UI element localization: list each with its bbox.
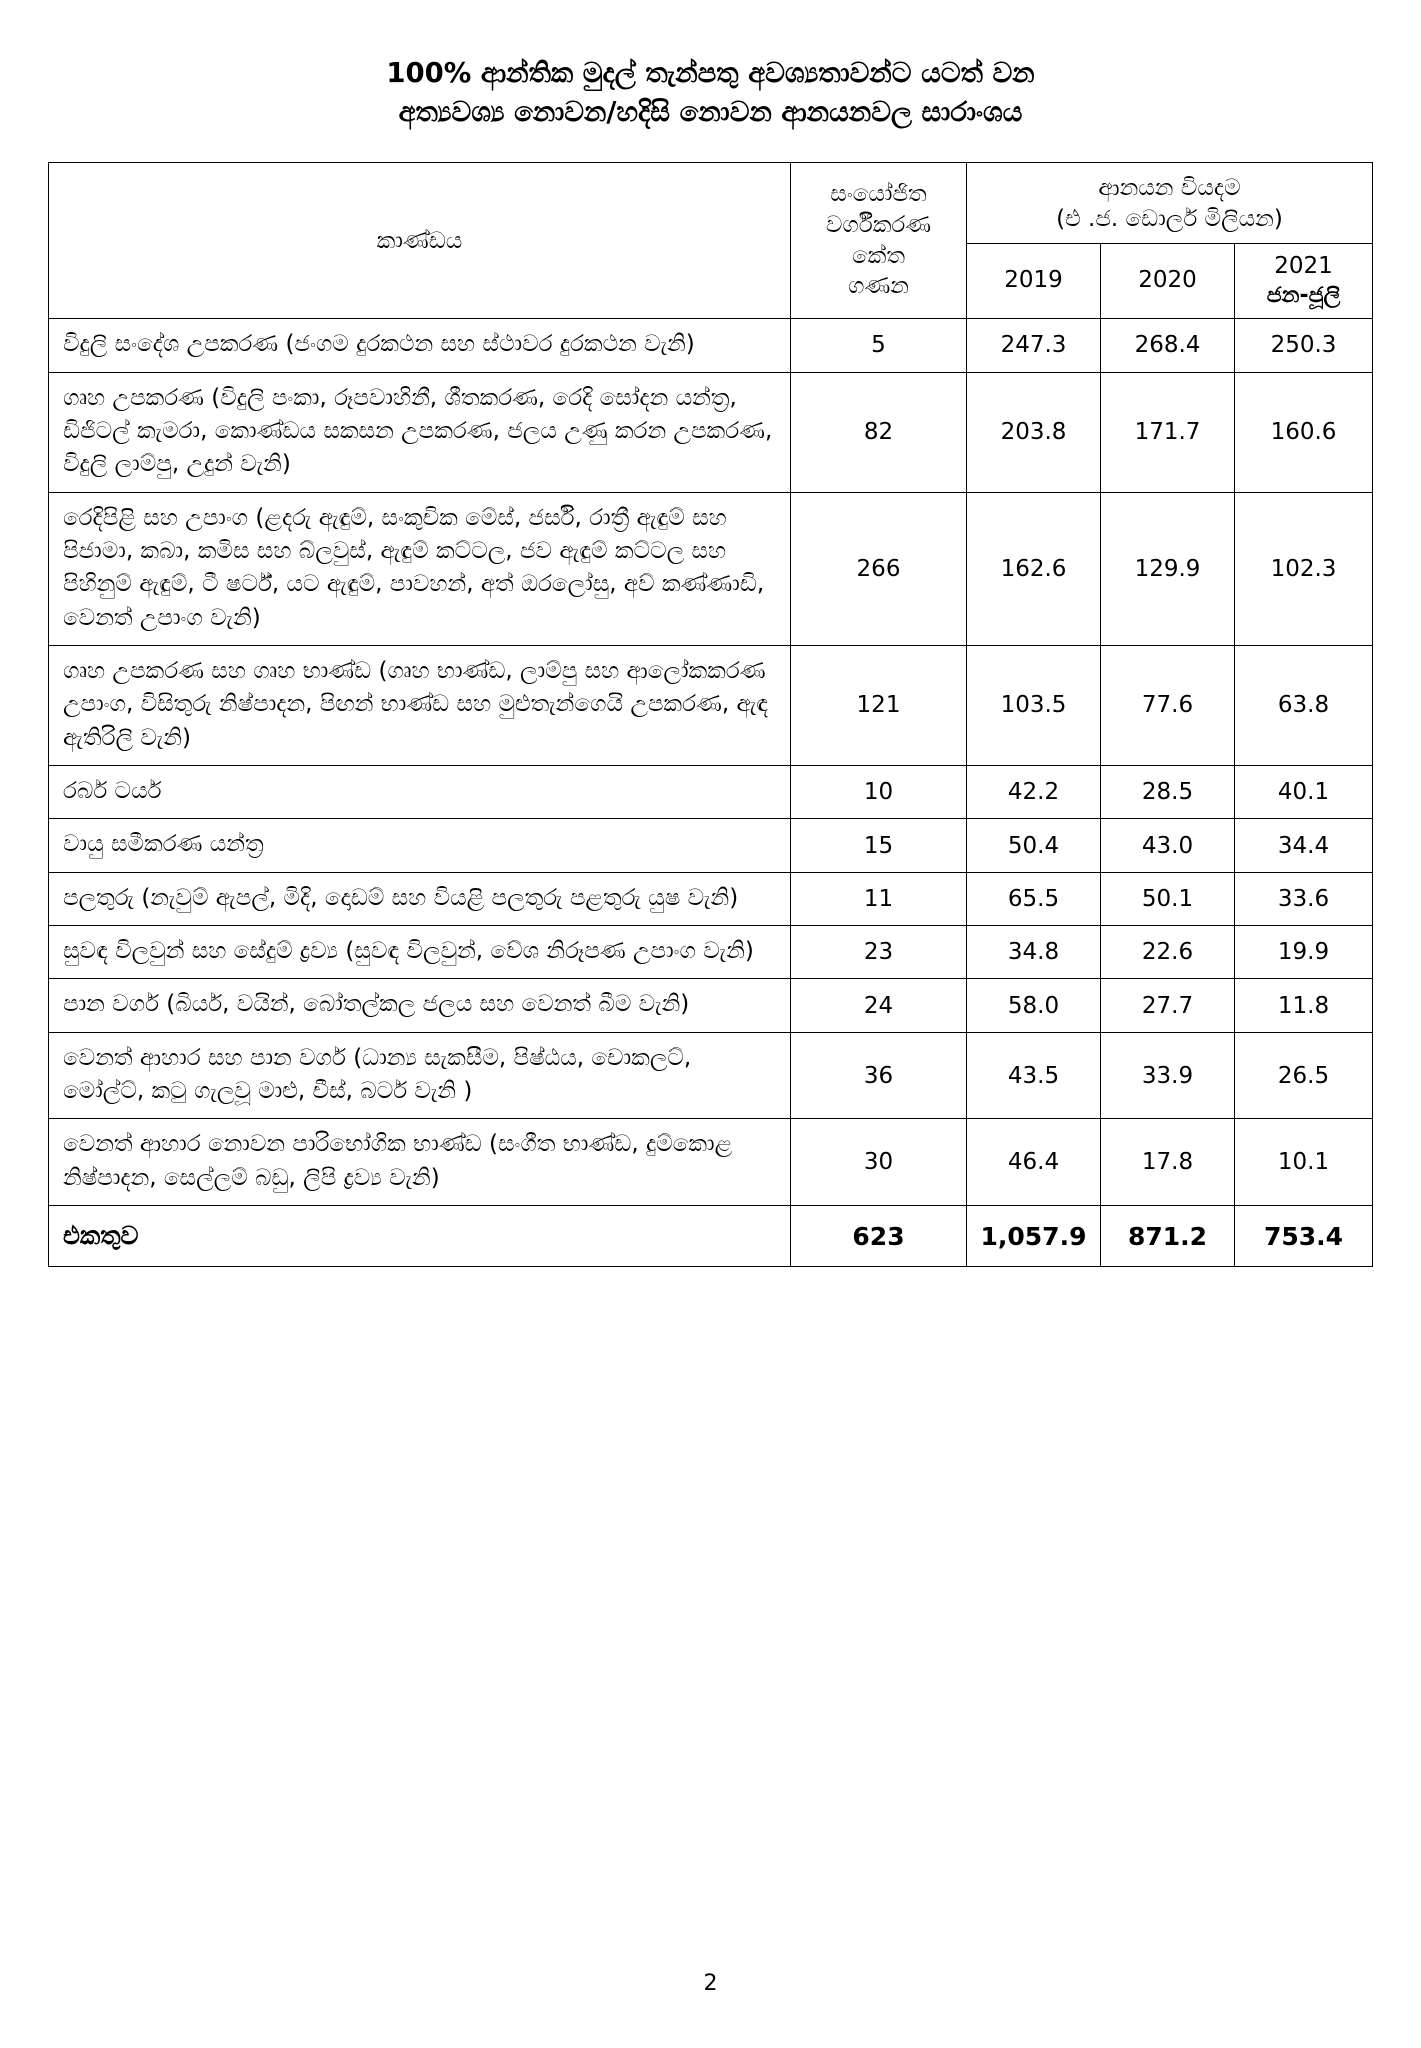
page-title (131, 54, 1291, 132)
table-row (49, 372, 1373, 492)
import-expenditure-units: (එ .ජ. ඩොලර් මිලියන) (1056, 205, 1283, 232)
row-2019-value: 43.5 (967, 1032, 1101, 1119)
page-title-line-1: 100% ආන්තික මුදල් තැන්පතු අවශ්‍යතාවන්ට යටත් වන (386, 57, 1035, 89)
column-header-code-count (791, 163, 967, 319)
table-row (49, 765, 1373, 818)
row-category: රෙදිපිළි සහ උපාංග (ළදරු ඇඳුම්, සංකුචික මේස්, ජර්සි, රාත්‍රී ඇඳුම් සහ පිජාමා, කබා, කමිස සහ බ්ලවුස්, ඇඳුම් කට්ටල, ජව ඇඳුම් කට්ටල සහ පිහිනුම් ඇඳුම්, ටී ෂර්ට්, යට ඇඳුම්, පාවහන්, අත් ඔරලෝසු, අව් කණ්ණාඩි, වෙනත් උපාංග වැනි) (49, 492, 791, 645)
import-expenditure-label: ආනයන වියදම (1098, 175, 1241, 202)
total-code-count: 623 (791, 1206, 967, 1267)
column-header-import-expenditure (967, 163, 1373, 244)
row-2020-value: 43.0 (1101, 819, 1235, 872)
row-2020-value: 28.5 (1101, 765, 1235, 818)
row-category: ගෘහ උපකරණ සහ ගෘහ භාණ්ඩ (ගෘහ භාණ්ඩ, ලාම්පු සහ ආලෝකකරණ උපාංග, විසිතුරු නිෂ්පාදන, පිඟන් භාණ්ඩ සහ මුළුතැන්ගෙයි උපකරණ, ඇඳ ඇතිරිලි වැනි) (49, 645, 791, 765)
row-2019-value: 46.4 (967, 1119, 1101, 1206)
table-header (49, 163, 1373, 319)
page-number: 2 (703, 1971, 718, 1996)
row-2021-value: 11.8 (1235, 979, 1373, 1032)
row-code-count: 36 (791, 1032, 967, 1119)
row-code-count: 24 (791, 979, 967, 1032)
row-code-count: 10 (791, 765, 967, 818)
row-code-count: 11 (791, 872, 967, 925)
row-2020-value: 268.4 (1101, 319, 1235, 372)
row-2020-value: 77.6 (1101, 645, 1235, 765)
row-category: වායු සමීකරණ යන්ත්‍ර (49, 819, 791, 872)
row-2019-value: 50.4 (967, 819, 1101, 872)
table-total-row (49, 1206, 1373, 1267)
row-category: වෙනත් ආහාර නොවන පාරිභෝගික භාණ්ඩ (සංගීත භාණ්ඩ, දුම්කොළ නිෂ්පාදන, සෙල්ලම් බඩු, ලිපි ද්‍රව්‍ය වැනි) (49, 1119, 791, 1206)
page-title-line-2: අත්‍යවශ්‍ය නොවන/හදිසි නොවන ආනයනවල සාරාංශය (398, 96, 1023, 129)
table-row (49, 492, 1373, 645)
row-code-count: 266 (791, 492, 967, 645)
row-category: රබර් ටයර් (49, 765, 791, 818)
imports-summary-table (48, 162, 1373, 1267)
row-2020-value: 27.7 (1101, 979, 1235, 1032)
total-2021-value: 753.4 (1235, 1206, 1373, 1267)
table-row (49, 645, 1373, 765)
row-category: ගෘහ උපකරණ (විදුලි පංකා, රූපවාහිනී, ශීතකරණ, රෙදි සෝදන යන්ත්‍ර, ඩිජිටල් කැමරා, කොණ්ඩය සකසන උපකරණ, ජලය උණු කරන උපකරණ, විදුලි ලාම්පු, උදුන් වැනි) (49, 372, 791, 492)
row-2021-value: 34.4 (1235, 819, 1373, 872)
row-code-count: 23 (791, 926, 967, 979)
row-code-count: 15 (791, 819, 967, 872)
row-2020-value: 129.9 (1101, 492, 1235, 645)
row-2021-value: 63.8 (1235, 645, 1373, 765)
row-2019-value: 103.5 (967, 645, 1101, 765)
row-2020-value: 50.1 (1101, 872, 1235, 925)
table-row (49, 1119, 1373, 1206)
row-category: පාන වර්ග (බියර්, වයින්, බෝතල්කල ජලය සහ වෙනත් බීම වැනි) (49, 979, 791, 1032)
table-row (49, 979, 1373, 1032)
column-header-2019: 2019 (967, 243, 1101, 318)
row-code-count: 121 (791, 645, 967, 765)
column-header-2020: 2020 (1101, 243, 1235, 318)
row-2020-value: 33.9 (1101, 1032, 1235, 1119)
total-2019-value: 1,057.9 (967, 1206, 1101, 1267)
row-2021-value: 250.3 (1235, 319, 1373, 372)
column-header-2021 (1235, 243, 1373, 318)
row-2020-value: 17.8 (1101, 1119, 1235, 1206)
row-2020-value: 22.6 (1101, 926, 1235, 979)
row-2019-value: 34.8 (967, 926, 1101, 979)
code-count-line-2: වර්ගීකරණ (825, 211, 932, 238)
row-2021-value: 10.1 (1235, 1119, 1373, 1206)
row-2019-value: 247.3 (967, 319, 1101, 372)
table-header-row-1 (49, 163, 1373, 244)
row-2019-value: 65.5 (967, 872, 1101, 925)
column-header-category: කාණ්ඩය (49, 163, 791, 319)
table-row (49, 926, 1373, 979)
row-code-count: 82 (791, 372, 967, 492)
row-2021-value: 33.6 (1235, 872, 1373, 925)
row-2019-value: 162.6 (967, 492, 1101, 645)
row-category: සුවඳ විලවුන් සහ සේදුම් ද්‍රව්‍ය (සුවඳ විලවුන්, වේශ නිරූපණ උපාංග වැනි) (49, 926, 791, 979)
row-category: පලතුරු (නැවුම් ඇපල්, මිදි, දොඩම් සහ වියළි පලතුරු පළතුරු යුෂ වැනි) (49, 872, 791, 925)
code-count-line-3: කේත (851, 242, 905, 269)
row-2021-value: 40.1 (1235, 765, 1373, 818)
row-2019-value: 58.0 (967, 979, 1101, 1032)
year-2021-sublabel: ජන-ජූලි (1266, 282, 1341, 308)
row-2021-value: 160.6 (1235, 372, 1373, 492)
table-row (49, 872, 1373, 925)
table-row (49, 319, 1373, 372)
row-category: විදුලි සංදේශ උපකරණ (ජංගම දුරකථන සහ ස්ථාවර දුරකථන වැනි) (49, 319, 791, 372)
row-2021-value: 102.3 (1235, 492, 1373, 645)
total-label: එකතුව (49, 1206, 791, 1267)
table-row (49, 1032, 1373, 1119)
table-body (49, 319, 1373, 1267)
row-code-count: 5 (791, 319, 967, 372)
row-2021-value: 26.5 (1235, 1032, 1373, 1119)
row-2019-value: 203.8 (967, 372, 1101, 492)
row-2021-value: 19.9 (1235, 926, 1373, 979)
table-row (49, 819, 1373, 872)
row-code-count: 30 (791, 1119, 967, 1206)
code-count-line-4: ගණන (848, 273, 909, 300)
year-2021-label: 2021 (1274, 252, 1333, 279)
total-2020-value: 871.2 (1101, 1206, 1235, 1267)
row-2019-value: 42.2 (967, 765, 1101, 818)
row-category: වෙනත් ආහාර සහ පාන වර්ග (ධාන්‍ය සැකසීම, පිෂ්ඨය, චොකලට්, මෝල්ට්, කටු ගැලවූ මාළු, චීස්, බටර් වැනි ) (49, 1032, 791, 1119)
row-2020-value: 171.7 (1101, 372, 1235, 492)
code-count-line-1: සංයෝජිත (830, 181, 927, 208)
